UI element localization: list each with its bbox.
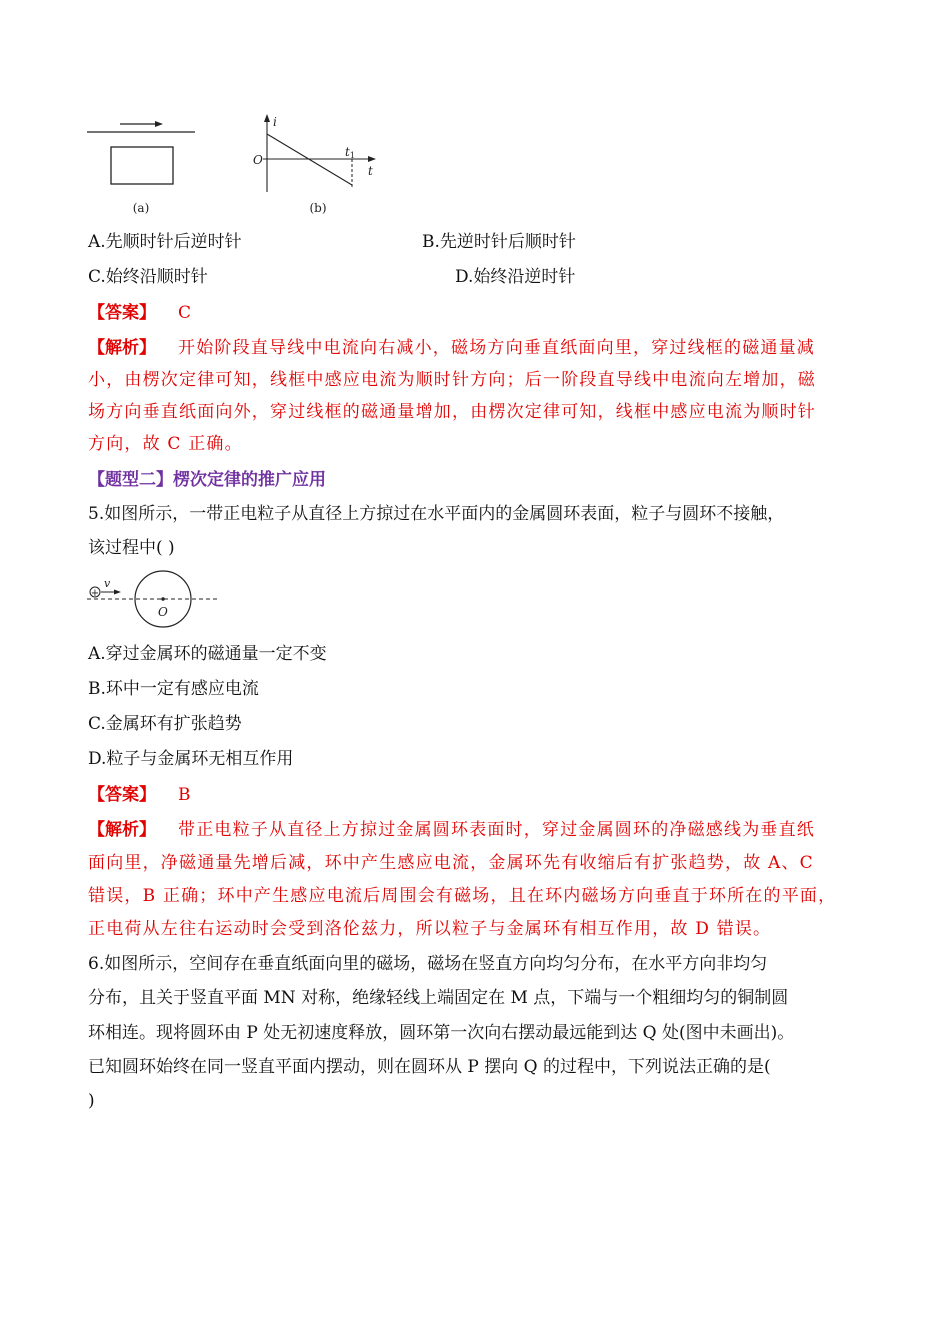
analysis-tag: 【解析】 xyxy=(88,820,156,840)
q6-stem-line-2: 分布，且关于竖直平面 MN 对称，绝缘轻线上端固定在 M 点，下端与一个粗细均匀的铜制圆 xyxy=(88,988,789,1008)
q5-analysis-line-3: 错误，B 正确；环中产生感应电流后周围会有磁场，且在环内磁场方向垂直于环所在的平面， xyxy=(88,886,837,906)
velocity-arrow-head-icon xyxy=(114,590,121,595)
q5-stem-line-1: 5.如图所示，一带正电粒子从直径上方掠过在水平面内的金属圆环表面，粒子与圆环不接触， xyxy=(88,504,785,524)
q4-option-b: B.先逆时针后顺时针 xyxy=(422,232,576,252)
figure-b-caption: (b) xyxy=(309,201,327,215)
q5-analysis-text: 带正电粒子从直径上方掠过金属圆环表面时，穿过金属圆环的净磁感线为垂直纸 xyxy=(178,820,815,840)
q6-stem-line-3: 环相连。现将圆环由 P 处无初速度释放，圆环第一次向右摆动最远能到达 Q 处(图中未画出)。 xyxy=(88,1023,795,1043)
q4-option-d: D.始终沿逆时针 xyxy=(455,267,576,287)
t1-label: t1 xyxy=(345,145,355,160)
i-axis-label: i xyxy=(273,115,277,129)
q6-stem-line-5: ) xyxy=(88,1091,95,1111)
section-title: 【题型二】楞次定律的推广应用 xyxy=(88,470,326,490)
q4-analysis-line-3: 场方向垂直纸面向外，穿过线框的磁通量增加，由楞次定律可知，线框中感应电流为顺时针 xyxy=(88,402,816,422)
q5-figure-ring-and-particle xyxy=(85,566,220,628)
q6-stem-line-1: 6.如图所示，空间存在垂直纸面向里的磁场，磁场在竖直方向均匀分布，在水平方向非均匀 xyxy=(88,954,768,974)
q5-option-a: A.穿过金属环的磁通量一定不变 xyxy=(88,644,327,664)
t-axis-arrow-icon xyxy=(368,156,376,162)
q4-analysis-line-2: 小，由楞次定律可知，线框中感应电流为顺时针方向；后一阶段直导线中电流向左增加，磁 xyxy=(88,370,816,390)
origin-label: O xyxy=(253,153,263,167)
q4-option-a: A.先顺时针后逆时针 xyxy=(88,232,242,252)
t-axis-label: t xyxy=(368,164,373,178)
q5-analysis-line-1 xyxy=(88,819,815,841)
velocity-label: v xyxy=(104,577,111,590)
analysis-tag: 【解析】 xyxy=(88,338,156,358)
q5-analysis-line-4: 正电荷从左往右运动时会受到洛伦兹力，所以粒子与金属环有相互作用，故 D 错误。 xyxy=(88,919,772,939)
q5-analysis-line-2: 面向里，净磁通量先增后减，环中产生感应电流，金属环先有收缩后有扩张趋势，故 A、C xyxy=(88,853,814,873)
i-axis-arrow-icon xyxy=(264,114,270,122)
q5-answer-line xyxy=(88,784,192,806)
q5-option-d: D.粒子与金属环无相互作用 xyxy=(88,749,294,769)
q4-answer: C xyxy=(178,303,193,323)
figure-b-current-time-graph xyxy=(248,112,388,217)
q5-stem-line-2: 该过程中( ) xyxy=(88,538,175,558)
wire-frame-loop xyxy=(111,147,173,184)
ring-center-label: O xyxy=(158,605,168,619)
figure-a-wire-and-loop xyxy=(85,112,200,217)
q4-analysis-line-4: 方向，故 C 正确。 xyxy=(88,434,243,454)
q5-answer: B xyxy=(178,785,192,805)
figure-a-caption: (a) xyxy=(132,201,150,215)
answer-tag: 【答案】 xyxy=(88,785,156,805)
answer-tag: 【答案】 xyxy=(88,303,156,323)
ring-center-dot xyxy=(161,597,165,601)
q4-option-c: C.始终沿顺时针 xyxy=(88,267,208,287)
q5-option-c: C.金属环有扩张趋势 xyxy=(88,714,242,734)
arrow-head-icon xyxy=(155,121,163,127)
charge-sign: + xyxy=(90,588,100,599)
q4-answer-line xyxy=(88,302,192,324)
q6-stem-line-4: 已知圆环始终在同一竖直平面内摆动，则在圆环从 P 摆向 Q 的过程中，下列说法正确的是( xyxy=(88,1057,771,1077)
q4-analysis-line-1 xyxy=(88,337,815,359)
q4-analysis-text: 开始阶段直导线中电流向右减小，磁场方向垂直纸面向里，穿过线框的磁通量减 xyxy=(178,338,815,358)
q5-option-b: B.环中一定有感应电流 xyxy=(88,679,259,699)
